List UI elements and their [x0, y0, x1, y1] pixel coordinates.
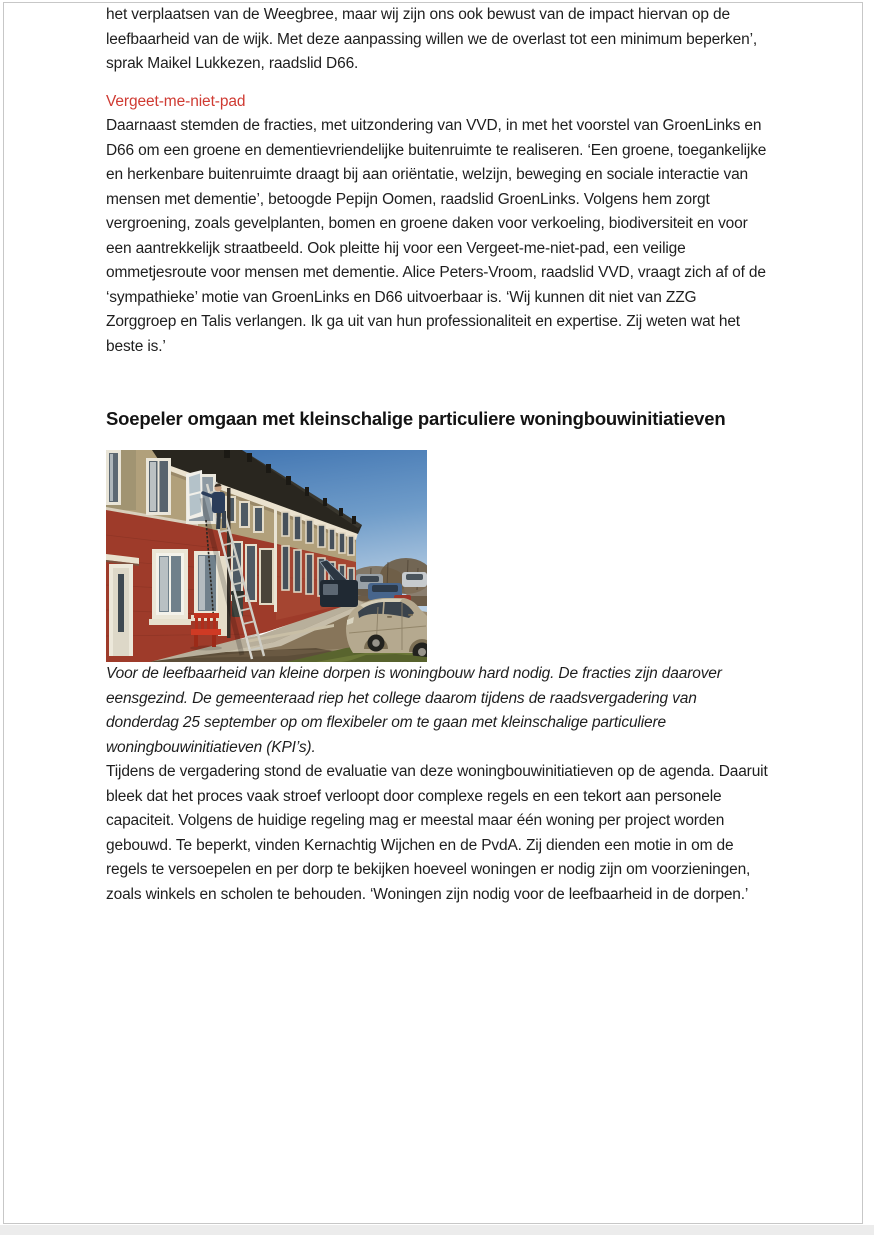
paragraph-quote-continuation: het verplaatsen van de Weegbree, maar wij zijn ons ook bewust van de impact hiervan op de leefbaarheid van de wijk. Met deze aanpassing willen we de overlast tot een minimum beperken’, sprak Maikel Lukkezen, raadslid D66. [106, 6, 758, 72]
foreground-car [346, 598, 427, 662]
row-houses-photo-illustration [106, 450, 427, 662]
article-photo [106, 450, 427, 662]
page-bottom-shadow [0, 1225, 874, 1235]
paragraph-lead-italic: Voor de leefbaarheid van kleine dorpen is woningbouw hard nodig. De fracties zijn daarover eensgezind. De gemeenteraad riep het college daarom tijdens de raadsvergadering van donderdag 25 september op om flexibeler om te gaan met kleinschalige particuliere woningbouwinitiatieven (KPI’s). [106, 665, 722, 756]
heading-soepeler-omgaan: Soepeler omgaan met kleinschalige particuliere woningbouwinitiatieven [106, 408, 726, 429]
subheading-vergeet-me-niet-pad: Vergeet-me-niet-pad [106, 92, 246, 110]
article-content [106, 3, 769, 907]
document-page [3, 2, 863, 1224]
paragraph-vergeet-body: Daarnaast stemden de fracties, met uitzondering van VVD, in met het voorstel van GroenLinks en D66 om een groene en dementievriendelijke buitenruimte te realiseren. ‘Een groene, toegankelijke en herkenbare buitenruimte draagt bij aan oriëntatie, welzijn, beweging en sociale interactie van mensen met dementie’, betoogde Pepijn Oomen, raadslid GroenLinks. Volgens hem zorgt vergroening, zoals gevelplanten, bomen en groene daken voor verkoeling, biodiversiteit en voor een aantrekkelijk straatbeeld. Ook pleitte hij voor een Vergeet-me-niet-pad, een veilige ommetjesroute voor mensen met dementie. Alice Peters-Vroom, raadslid VVD, vraagt zich af of de ‘sympathieke’ motie van GroenLinks en D66 uitvoerbaar is. ‘Wij kunnen dit niet van ZZG Zorggroep en Talis verlangen. Ik ga uit van hun professionaliteit en expertise. Zij weten wat het beste is.’ [106, 117, 767, 355]
paragraph-woningbouw-body: Tijdens de vergadering stond de evaluatie van deze woningbouwinitiatieven op de agenda. Daaruit bleek dat het proces vaak stroef verloopt door complexe regels en een tekort aan personele capaciteit. Volgens de huidige regeling mag er meestal maar één woning per project worden gebouwd. Te beperkt, vinden Kernachtig Wijchen en de PvdA. Zij dienden een motie in om de regels te versoepelen en per dorp te bekijken hoeveel woningen er nodig zijn om voorzieningen, zoals winkels en scholen te behouden. ‘Woningen zijn nodig voor de leefbaarheid in de dorpen.’ [106, 763, 768, 903]
